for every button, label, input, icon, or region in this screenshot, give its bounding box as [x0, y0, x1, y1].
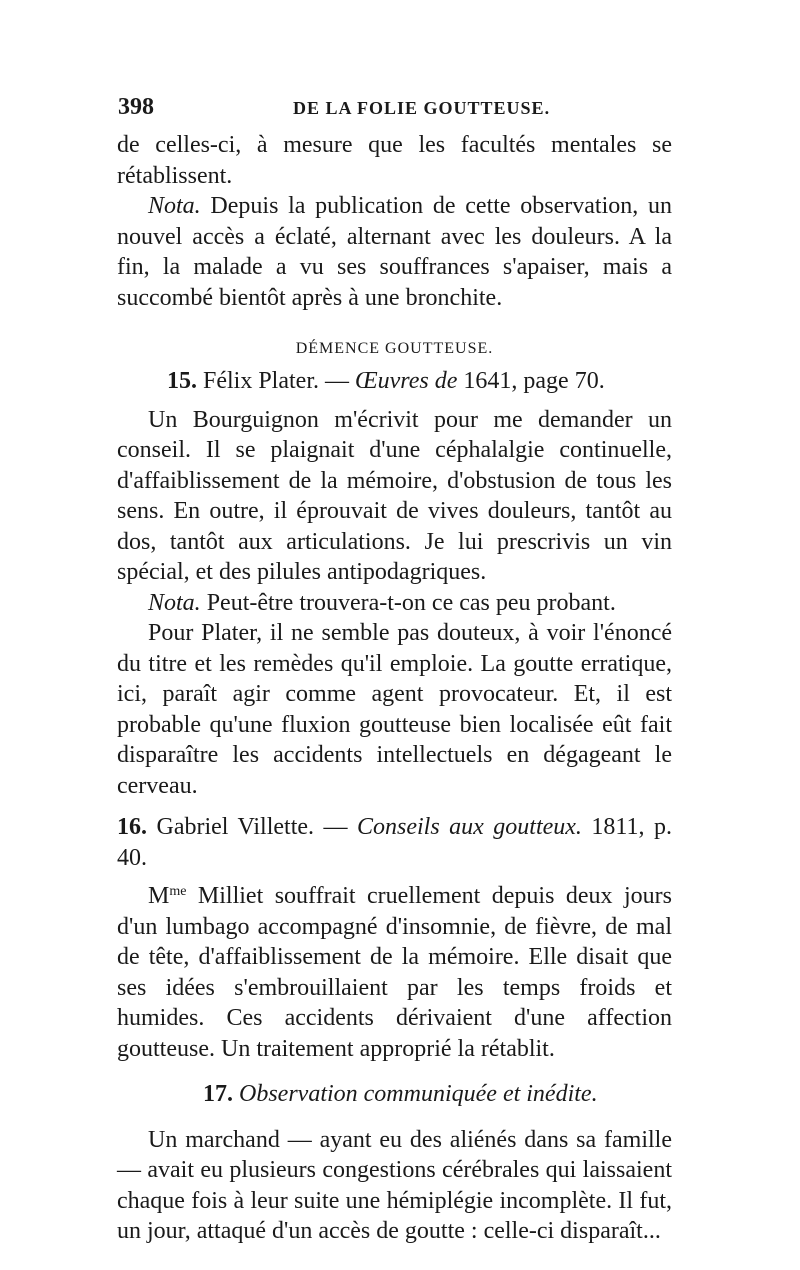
- reference-15: [117, 366, 672, 397]
- paragraph-plater-commentary: Pour Plater, il ne semble pas douteux, à voir l'énoncé du titre et les remèdes qu'il emploie. La goutte erratique, ici, paraît agir comme agent provocateur. Et, il est probable qu'une fluxion goutteuse bien localisée eût fait disparaître les accidents intellectuels en dégageant le cerveau.: [117, 620, 672, 799]
- reference-tail: 1811, p. 40.: [117, 814, 673, 871]
- paragraph-milliet-case: [117, 881, 672, 1064]
- reference-work: Œuvres de: [355, 368, 458, 394]
- paragraph-marchand-case: Un marchand — ayant eu des aliénés dans sa famille — avait eu plusieurs congestions cérébrales qui laissaient chaque fois à leur suite une hémiplégie incomplète. Il fut, un jour, attaqué d'un accès de goutte : celle-ci disparaît...: [117, 1126, 672, 1244]
- body-text: [117, 130, 672, 1247]
- honorific: M: [148, 883, 170, 909]
- reference-work: Conseils aux goutteux.: [357, 814, 582, 840]
- page-header: [118, 94, 678, 124]
- reference-16: [117, 812, 672, 873]
- observation-title: Observation communiquée et inédite.: [239, 1081, 598, 1107]
- nota-label: Nota.: [148, 193, 201, 219]
- reference-tail: 1641, page 70.: [457, 368, 605, 394]
- reference-number: 16.: [117, 814, 147, 840]
- page-number: 398: [118, 94, 154, 120]
- reference-author: Gabriel Villette. —: [147, 814, 357, 840]
- reference-number: 15.: [167, 368, 197, 394]
- paragraph-continuation: de celles-ci, à mesure que les facultés mentales se rétablissent.: [117, 132, 672, 189]
- nota-text: Depuis la publication de cette observation, un nouvel accès a éclaté, alternant avec les douleurs. A la fin, la malade a vu ses souffrances s'apaiser, mais a succombé bientôt après à une bronchite.: [117, 193, 672, 311]
- observation-number: 17.: [203, 1081, 233, 1107]
- honorific-superscript: me: [169, 884, 187, 899]
- nota-paragraph-1: [117, 191, 672, 313]
- nota-text: Peut-être trouvera-t-on ce cas peu probant.: [200, 589, 616, 616]
- paragraph-plater-case: Un Bourguignon m'écrivit pour me demander un conseil. Il se plaignait d'une céphalalgie continuelle, d'affaiblissement de la mémoire, d'obstusion de tous les sens. En outre, il éprouvait de vives douleurs, tantôt au dos, tantôt aux articulations. Je lui prescrivis un vin spécial, et des pilules antipodagriques.: [117, 406, 672, 585]
- nota-paragraph-2: [117, 588, 672, 619]
- observation-17-heading: [117, 1079, 672, 1110]
- milliet-text: Milliet souffrait cruellement depuis deux jours d'un lumbago accompagné d'insomnie, de fièvre, de mal de tête, d'affaiblissement de la mémoire. Elle disait que ses idées s'embrouillaient par les temps froids et humides. Ces accidents dérivaient d'une affection goutteuse. Un traitement approprié la rétablit.: [117, 883, 672, 1062]
- section-title: DÉMENCE GOUTTEUSE.: [295, 340, 494, 357]
- running-head: DE LA FOLIE GOUTTEUSE.: [293, 98, 551, 118]
- reference-author: Félix Plater. —: [197, 368, 355, 394]
- nota-label: Nota.: [148, 589, 201, 616]
